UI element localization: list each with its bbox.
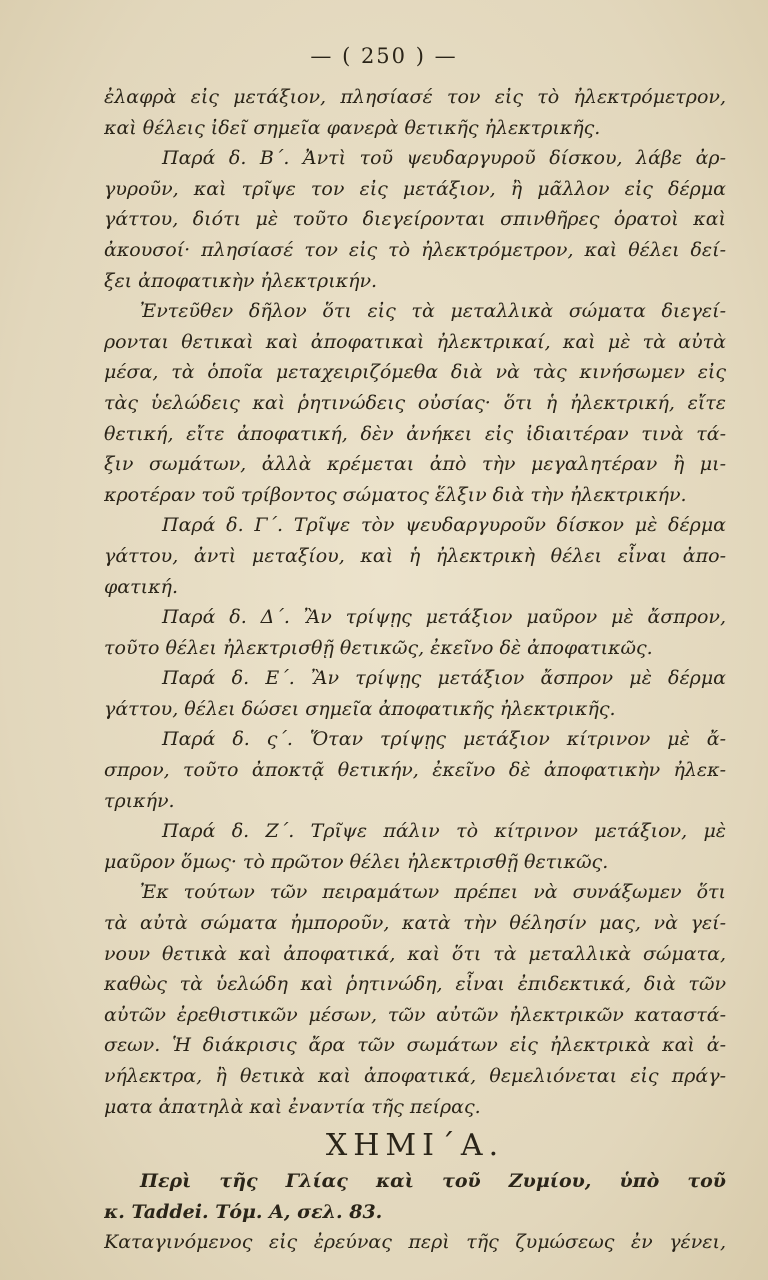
text-line: μαῦρον ὅμως· τὸ πρῶτον θέλει ἠλεκτρισθῇ θετικῶς.: [104, 850, 609, 873]
text-line: αὐτῶν ἐρεθιστικῶν μέσων, τῶν αὐτῶν ἠλεκτρικῶν καταστά-: [104, 1003, 726, 1026]
paragraph-heading-line: Παρά δ. Ε΄. Ἂν τρίψῃς μετάξιον ἄσπρον μὲ δέρμα: [162, 667, 726, 690]
paragraph-heading-line: Παρά δ. Β΄. Ἀντὶ τοῦ ψευδαργυροῦ δίσκου, λάβε ἀρ-: [162, 147, 726, 170]
section-subtitle-line: κ. Taddei. Τόμ. Α, σελ. 83.: [104, 1200, 383, 1223]
text-line: τοῦτο θέλει ἠλεκτρισθῇ θετικῶς, ἐκεῖνο δὲ ἀποφατικῶς.: [104, 636, 653, 659]
text-line: ξει ἀποφατικὴν ἠλεκτρικήν.: [104, 269, 378, 292]
text-line: φατική.: [104, 575, 178, 598]
paragraph-heading-line: Παρά δ. Γ΄. Τρῖψε τὸν ψευδαργυροῦν δίσκον μὲ δέρμα: [162, 514, 726, 537]
text-line: Ἐκ τούτων τῶν πειραμάτων πρέπει νὰ συνάξωμεν ὅτι: [140, 881, 726, 904]
body-text: [104, 82, 726, 1258]
text-line: Ἐντεῦθεν δῆλον ὅτι εἰς τὰ μεταλλικὰ σώματα διεγεί-: [140, 300, 726, 323]
text-line: νουν θετικὰ καὶ ἀποφατικά, καὶ ὅτι τὰ μεταλλικὰ σώματα,: [104, 942, 726, 965]
section-title: ΧΗΜΙ΄Α.: [325, 1128, 505, 1164]
text-line: μέσα, τὰ ὁποῖα μεταχειριζόμεθα διὰ νὰ τὰς κινήσωμεν εἰς: [104, 361, 726, 384]
text-line: γάττου, διότι μὲ τοῦτο διεγείρονται σπινθῆρες ὁρατοὶ καὶ: [104, 208, 726, 231]
text-line: ξιν σωμάτων, ἀλλὰ κρέμεται ἀπὸ τὴν μεγαλητέραν ἢ μι-: [104, 453, 726, 476]
text-line: καθὼς τὰ ὑελώδη καὶ ῥητινώδη, εἶναι ἐπιδεκτικά, διὰ τῶν: [104, 973, 726, 996]
text-line: κροτέραν τοῦ τρίβοντος σώματος ἕλξιν διὰ τὴν ἠλεκτρικήν.: [104, 483, 687, 506]
text-line: τὰ αὐτὰ σώματα ἠμποροῦν, κατὰ τὴν θέλησίν μας, νὰ γεί-: [104, 912, 726, 935]
text-line: ρονται θετικαὶ καὶ ἀποφατικαὶ ἠλεκτρικαί, καὶ μὲ τὰ αὐτὰ: [104, 330, 726, 353]
text-line: νήλεκτρα, ἢ θετικὰ καὶ ἀποφατικά, θεμελιόνεται εἰς πράγ-: [104, 1065, 726, 1087]
text-line: θετική, εἴτε ἀποφατική, δὲν ἀνήκει εἰς ἰδιαιτέραν τινὰ τά-: [104, 422, 726, 445]
text-line: τὰς ὑελώδεις καὶ ῥητινώδεις οὐσίας· ὅτι ἡ ἠλεκτρική, εἴτε: [104, 391, 726, 414]
text-line: γυροῦν, καὶ τρῖψε τον εἰς μετάξιον, ἢ μᾶλλον εἰς δέρμα: [104, 177, 726, 200]
paragraph-heading-line: Παρά δ. ς΄. Ὅταν τρίψῃς μετάξιον κίτρινον μὲ ἄ-: [162, 728, 726, 751]
page-number-header: — ( 250 ) —: [310, 44, 458, 68]
text-line: Καταγινόμενος εἰς ἐρεύνας περὶ τῆς ζυμώσεως ἐν γένει,: [104, 1231, 726, 1254]
text-line: σπρον, τοῦτο ἀποκτᾷ θετικήν, ἐκεῖνο δὲ ἀποφατικὴν ἠλεκ-: [104, 759, 726, 782]
text-line: τρικήν.: [104, 789, 175, 812]
section-subtitle-line: Περὶ τῆς Γλίας καὶ τοῦ Ζυμίου, ὑπὸ τοῦ: [140, 1170, 726, 1193]
text-line: καὶ θέλεις ἰδεῖ σημεῖα φανερὰ θετικῆς ἠλεκτρικῆς.: [104, 116, 601, 139]
text-line: ἐλαφρὰ εἰς μετάξιον, πλησίασέ τον εἰς τὸ ἠλεκτρόμετρον,: [104, 86, 726, 108]
text-line: ματα ἀπατηλὰ καὶ ἐναντία τῆς πείρας.: [104, 1095, 481, 1118]
text-line: σεων. Ἡ διάκρισις ἄρα τῶν σωμάτων εἰς ἠλεκτρικὰ καὶ ἀ-: [104, 1034, 726, 1057]
text-line: γάττου, θέλει δώσει σημεῖα ἀποφατικῆς ἠλεκτρικῆς.: [104, 697, 616, 720]
text-line: γάττου, ἀντὶ μεταξίου, καὶ ἡ ἠλεκτρικὴ θέλει εἶναι ἀπο-: [104, 544, 726, 567]
text-line: ἀκουσοί· πλησίασέ τον εἰς τὸ ἠλεκτρόμετρον, καὶ θέλει δεί-: [104, 238, 726, 261]
paragraph-heading-line: Παρά δ. Ζ΄. Τρῖψε πάλιν τὸ κίτρινον μετάξιον, μὲ: [162, 820, 726, 843]
paragraph-heading-line: Παρά δ. Δ΄. Ἂν τρίψῃς μετάξιον μαῦρον μὲ ἄσπρον,: [162, 606, 726, 629]
